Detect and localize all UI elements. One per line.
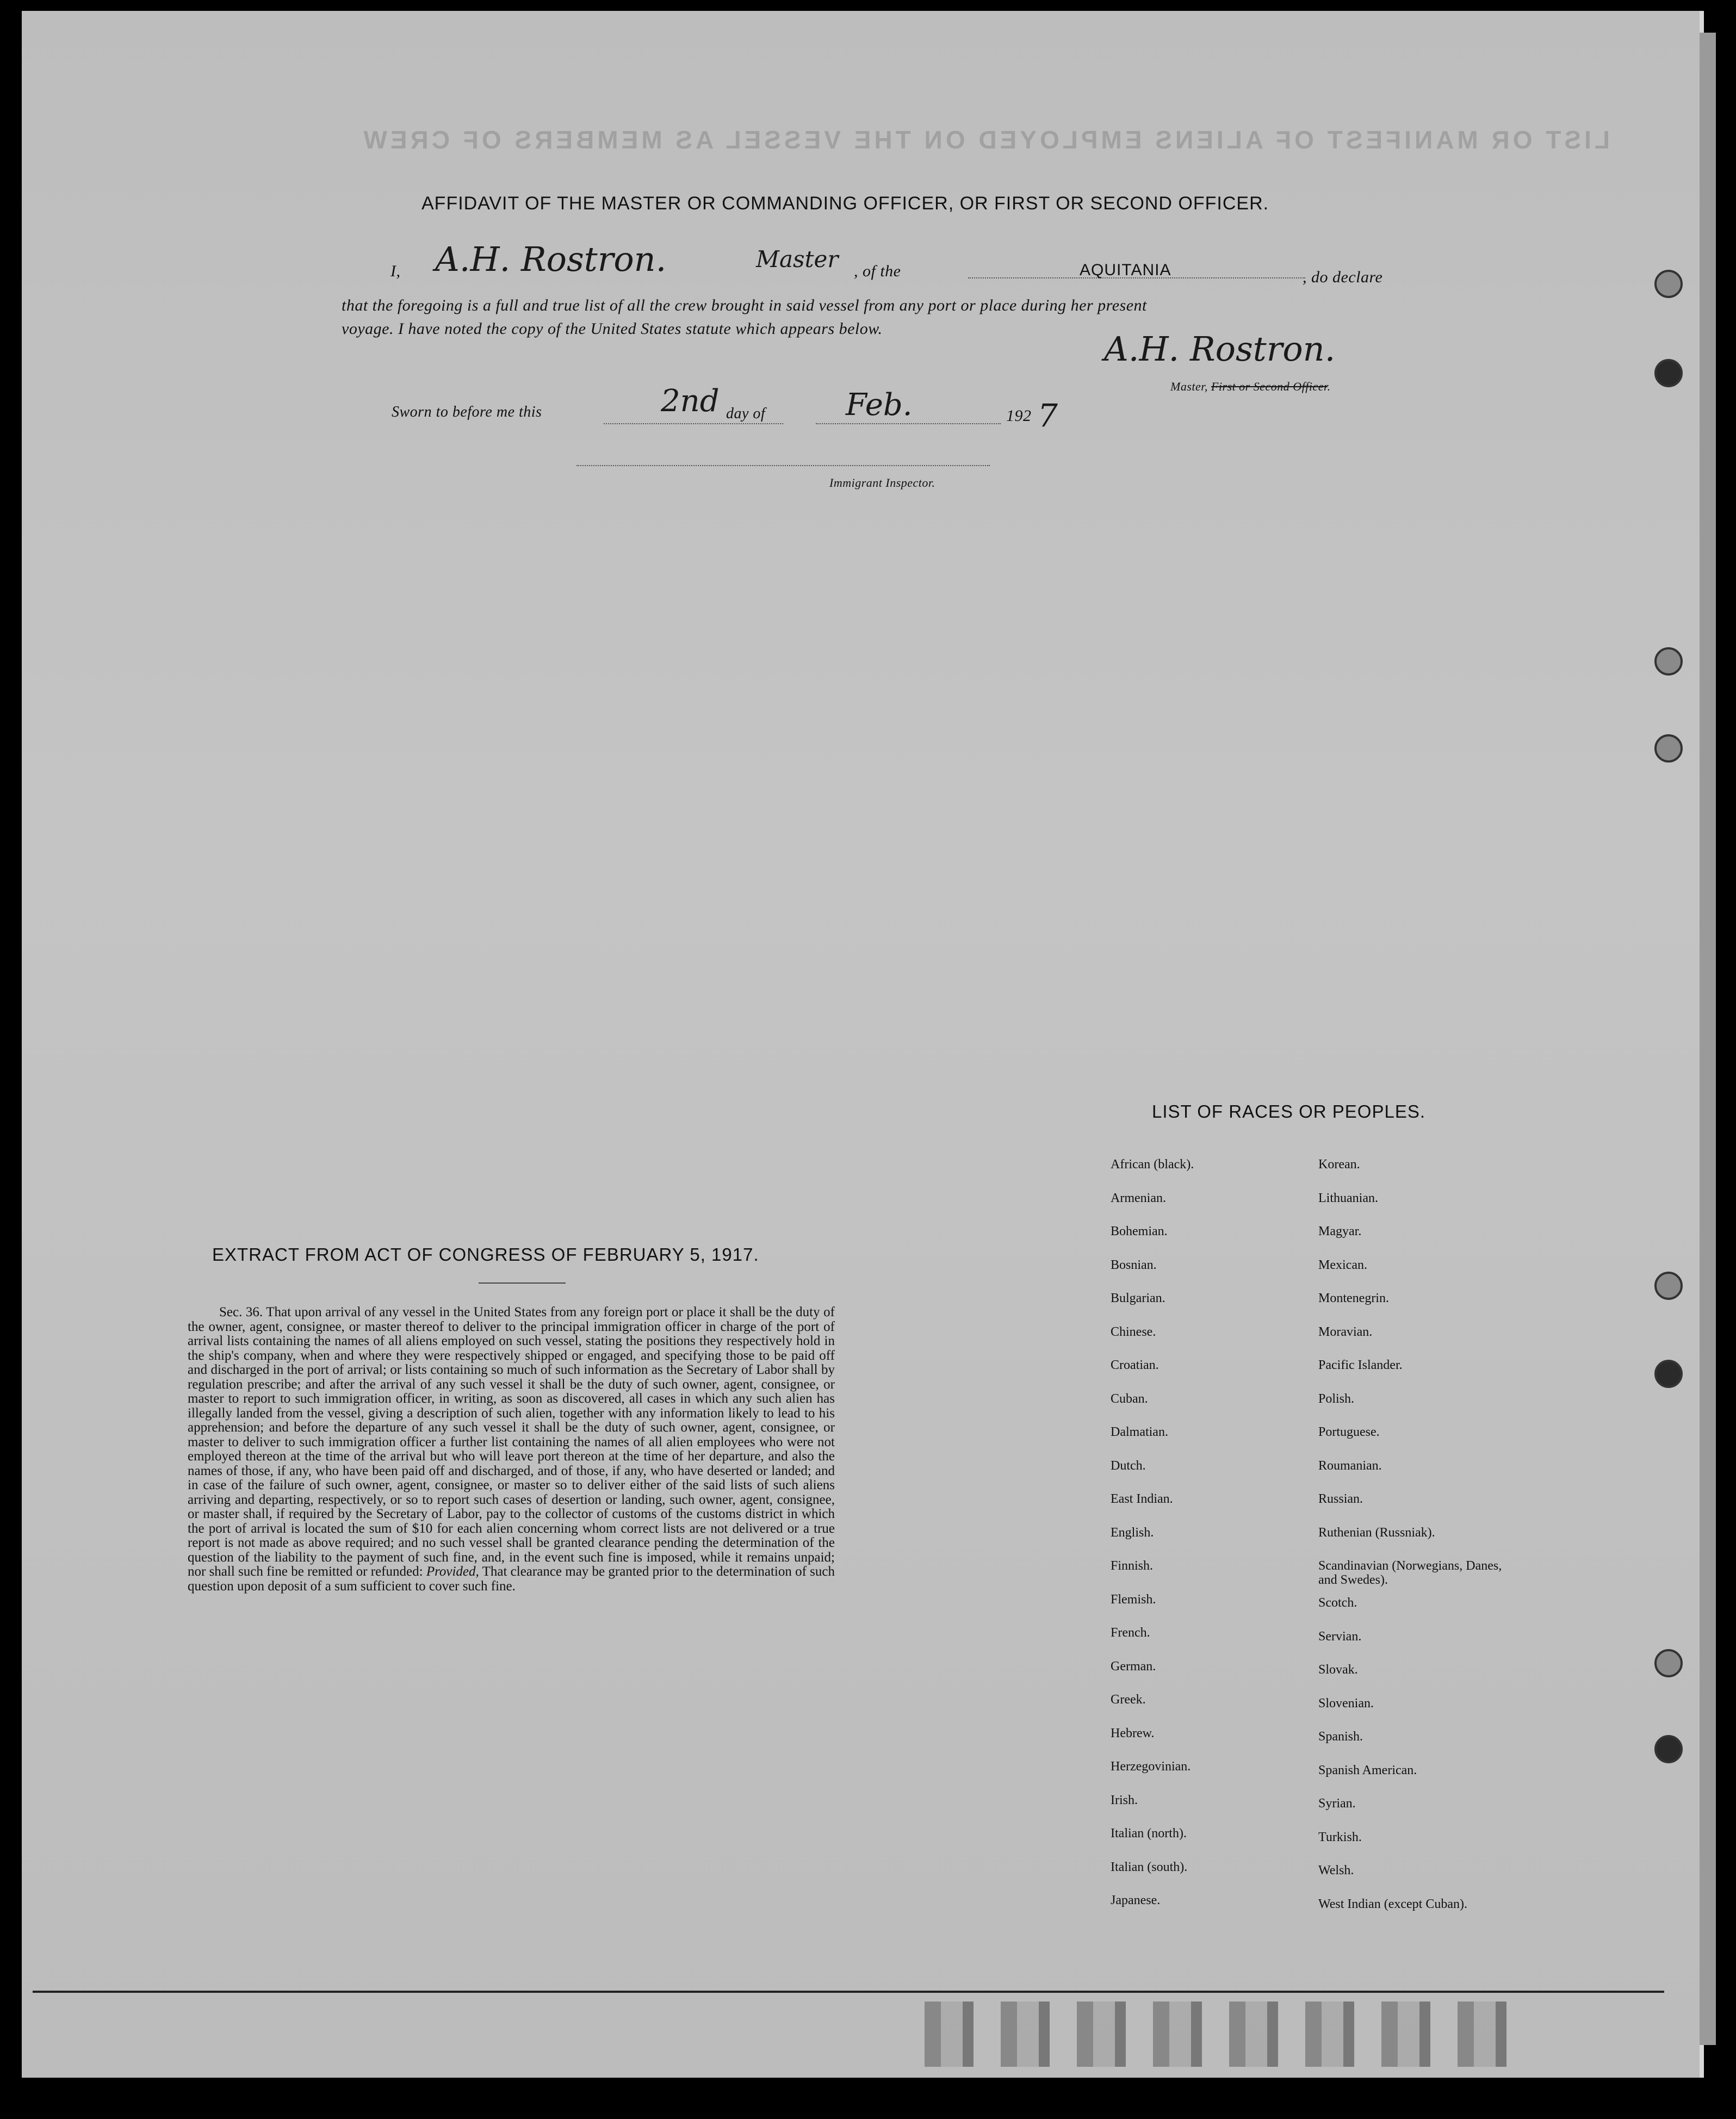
race-item: Russian. xyxy=(1318,1492,1363,1506)
race-item: Armenian. xyxy=(1111,1191,1166,1205)
binder-hole xyxy=(1654,1735,1683,1763)
of-the-label: , of the xyxy=(854,262,901,280)
extract-body-end: That clearance may be granted prior to the determination of such question upon deposit of a sum sufficient to cover such fine. xyxy=(188,1564,835,1594)
race-item: Bosnian. xyxy=(1111,1257,1157,1272)
race-item: Polish. xyxy=(1318,1391,1355,1406)
race-item: Scandinavian (Norwegians, Danes, and Swedes). xyxy=(1318,1559,1502,1587)
affidavit-title: AFFIDAVIT OF THE MASTER OR COMMANDING OFFICER, OR FIRST OR SECOND OFFICER. xyxy=(421,193,1269,214)
race-item: Finnish. xyxy=(1111,1559,1154,1573)
extract-body-start: Sec. 36. That upon arrival of any vessel in the United States from any foreign port or place it shall be the duty of the owner, agent, consignee, or master thereof to deliver to the principal immigration officer in charge of the port of arrival lists containing the names of all aliens employed on such vessel, stating the positions they respectively hold in the ship's company, when and where they were respectively shipped or engaged, and specifying those to be paid off and discharged in the port of arrival; or lists containing so much of such information as the Secretary of Labor shall by regulation prescribe; and after the arrival of any such vessel it shall be the duty of such owner, agent, consignee, or master to report to such immigration officer, in writing, as soon as discovered, all cases in which any such alien has illegally landed from the vessel, giving a description of such alien, together with any information likely to lead to his apprehension; and before the departure of any such vessel it shall be the duty of such owner, agent, consignee, or master to deliver to such immigration officer a further list containing the names of all alien employees who were not employed thereon at the time of the arrival but who will leave port thereon at the time of her departure, and also the names of those, if any, who have been paid off and discharged, and of those, if any, who have deserted or landed; and in case of the failure of such owner, agent, consignee, or master so to deliver either of the said lists of such aliens arriving and departing, respectively, or so to report such cases of desertion or landing, such owner, agent, consignee, or master shall, if required by the Secretary of Labor, pay to the collector of customs of the customs district in which the port of arrival is located the sum of $10 for each alien concerning whom correct lists are not delivered or a true report is not made as above required; and no such vessel shall be granted clearance pending the determination of the question of the liability to the payment of such fine, and, in the event such fine is imposed, while it remains unpaid; nor shall such fine be remitted or refunded: xyxy=(188,1305,835,1579)
master-signature: A.H. Rostron. xyxy=(1104,329,1336,369)
race-item: Moravian. xyxy=(1318,1324,1373,1339)
torn-bottom-edge xyxy=(925,2002,1523,2067)
affidavit-line2: that the foregoing is a full and true list of all the crew brought in said vessel from any port or place during her present xyxy=(342,296,1147,314)
race-item: Welsh. xyxy=(1318,1863,1354,1878)
vessel-name: AQUITANIA xyxy=(1080,261,1171,279)
bleed-through-text: LIST OR MANIFEST OF ALIENS EMPLOYED ON THE VESSEL AS MEMBERS OF CREW xyxy=(360,126,1610,154)
race-item: Servian. xyxy=(1318,1629,1362,1644)
sig-label-master: Master, xyxy=(1170,380,1208,393)
extract-provided: Provided, xyxy=(426,1564,479,1579)
race-item: Spanish American. xyxy=(1318,1763,1417,1777)
sig-label-end: . xyxy=(1327,380,1331,393)
page-edge xyxy=(1700,33,1716,2045)
race-item: Japanese. xyxy=(1111,1893,1161,1907)
race-item: Italian (north). xyxy=(1111,1826,1187,1841)
race-item: Portuguese. xyxy=(1318,1425,1380,1439)
race-item: Dalmatian. xyxy=(1111,1425,1168,1439)
race-item: Cuban. xyxy=(1111,1391,1148,1406)
races-column-1 xyxy=(1111,1157,1194,1927)
day-of-label: day of xyxy=(726,405,766,422)
binder-hole xyxy=(1654,647,1683,676)
bottom-edge-line xyxy=(33,1991,1664,1993)
race-item: German. xyxy=(1111,1659,1156,1674)
sworn-day-rule xyxy=(604,423,783,424)
sworn-day: 2nd xyxy=(661,383,720,419)
race-item: African (black). xyxy=(1111,1157,1194,1172)
affidavit-line3: voyage. I have noted the copy of the United States statute which appears below. xyxy=(342,320,883,338)
race-item: Flemish. xyxy=(1111,1592,1156,1607)
year-prefix: 192 xyxy=(1006,407,1032,425)
race-item: Roumanian. xyxy=(1318,1458,1382,1473)
affidavit-prefix: I, xyxy=(390,262,401,280)
signer-name: A.H. Rostron. xyxy=(435,239,667,279)
inspector-label: Immigrant Inspector. xyxy=(829,476,935,490)
race-item: English. xyxy=(1111,1525,1154,1540)
race-item: East Indian. xyxy=(1111,1492,1173,1506)
race-item: French. xyxy=(1111,1626,1150,1640)
signer-rank: Master xyxy=(756,246,839,272)
race-item: Herzegovinian. xyxy=(1111,1759,1191,1774)
race-item: Spanish. xyxy=(1318,1730,1363,1744)
race-item: Hebrew. xyxy=(1111,1726,1155,1740)
sig-label-struck: First or Second Officer xyxy=(1211,380,1328,393)
race-item: Turkish. xyxy=(1318,1830,1362,1844)
extract-title: EXTRACT FROM ACT OF CONGRESS OF FEBRUARY 5, 1917. xyxy=(212,1244,759,1265)
race-item: Pacific Islander. xyxy=(1318,1358,1403,1372)
races-column-2 xyxy=(1318,1157,1503,1930)
race-item: Syrian. xyxy=(1318,1796,1356,1811)
do-declare-label: , do declare xyxy=(1303,268,1383,286)
race-item: Magyar. xyxy=(1318,1224,1362,1238)
race-item: Chinese. xyxy=(1111,1324,1156,1339)
races-title: LIST OF RACES OR PEOPLES. xyxy=(1152,1101,1426,1122)
binder-hole xyxy=(1654,734,1683,763)
race-item: Bohemian. xyxy=(1111,1224,1168,1238)
binder-hole xyxy=(1654,359,1683,387)
race-item: Croatian. xyxy=(1111,1358,1159,1372)
extract-body xyxy=(188,1305,835,1594)
inspector-signature-rule xyxy=(576,465,990,466)
race-item: Slovak. xyxy=(1318,1663,1358,1677)
race-item: Lithuanian. xyxy=(1318,1191,1378,1205)
sworn-month-rule xyxy=(816,423,1001,424)
race-item: Slovenian. xyxy=(1318,1696,1374,1711)
race-item: Montenegrin. xyxy=(1318,1291,1389,1305)
race-item: West Indian (except Cuban). xyxy=(1318,1897,1467,1911)
race-item: Dutch. xyxy=(1111,1458,1146,1473)
year-suffix: 7 xyxy=(1038,397,1058,434)
binder-hole xyxy=(1654,1649,1683,1677)
race-item: Korean. xyxy=(1318,1157,1360,1172)
binder-hole xyxy=(1654,1360,1683,1388)
race-item: Scotch. xyxy=(1318,1596,1357,1610)
race-item: Italian (south). xyxy=(1111,1860,1188,1874)
race-item: Mexican. xyxy=(1318,1257,1367,1272)
sworn-label: Sworn to before me this xyxy=(392,404,542,420)
race-item: Bulgarian. xyxy=(1111,1291,1165,1305)
binder-hole xyxy=(1654,270,1683,298)
race-item: Irish. xyxy=(1111,1793,1138,1807)
sworn-month: Feb. xyxy=(846,387,913,423)
signature-label xyxy=(1170,380,1331,394)
extract-divider xyxy=(479,1282,566,1284)
race-item: Ruthenian (Russniak). xyxy=(1318,1525,1435,1540)
race-item: Greek. xyxy=(1111,1693,1146,1707)
binder-hole xyxy=(1654,1272,1683,1300)
